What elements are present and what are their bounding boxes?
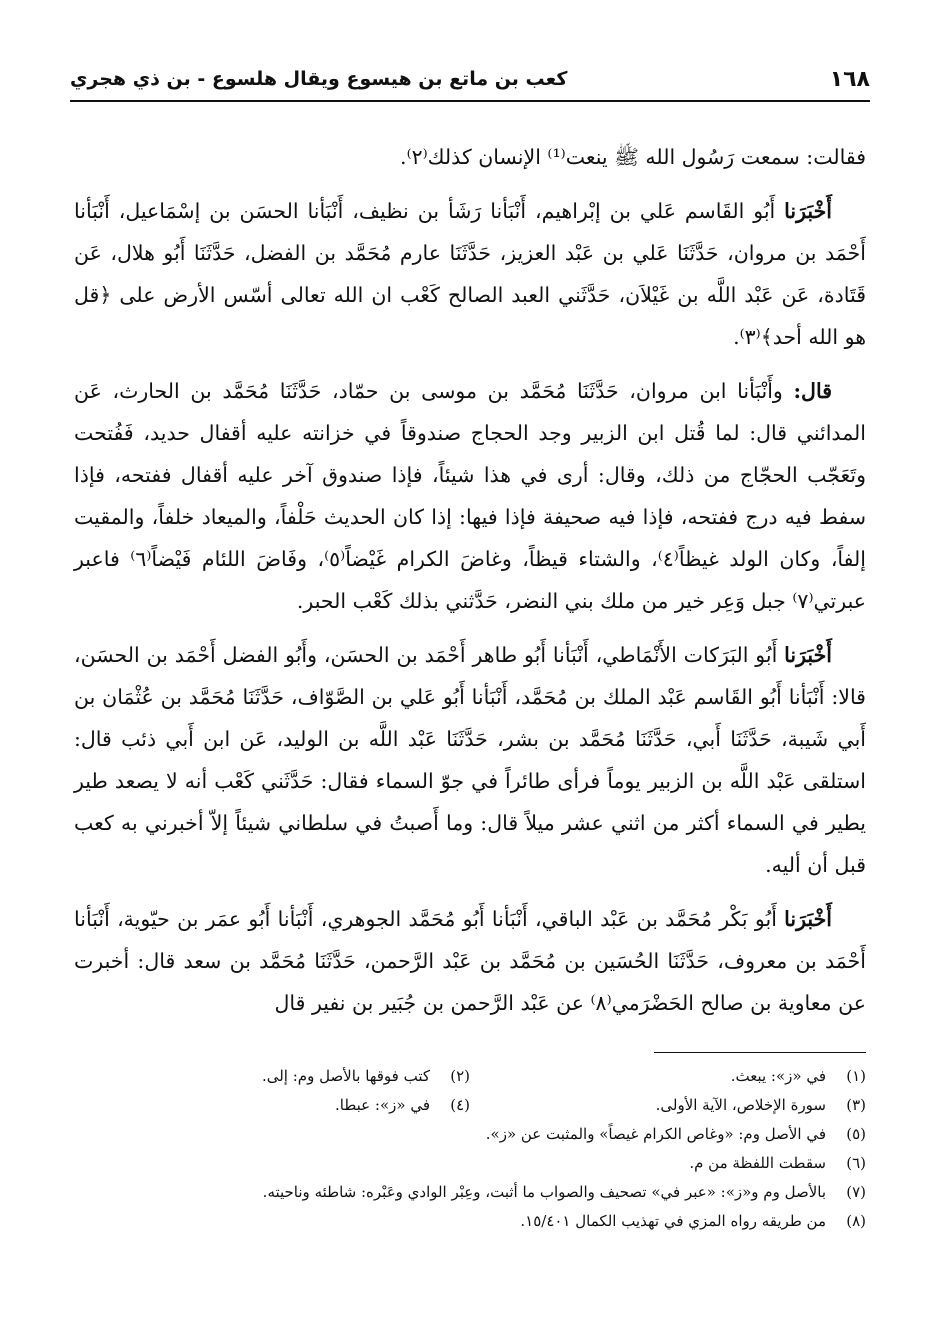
footnote-text: سقطت اللفظة من م. <box>689 1154 826 1172</box>
paragraph-text: أَبُو القَاسم عَلي بن إبْراهيم، أَنْبَأنا رَشَأ بن نظيف، أَنْبَأنا الحسَن بن إسْمَاعيل، أَنْبَأنا أَحْمَد بن مروان، حَدَّثَنَا عَلي بن عَبْد العزيز، حَدَّثَنَا عارم مُحَمَّد بن الفضل، حَدَّثَنَا أَبُو هلال، عَن قَتَادة، عَن عَبْد اللَّه بن غَيْلاَن، حَدَّثَني العبد الصالح كَعْب ان الله تعالى أسّس الأرض على ﴿قل هو الله أحد﴾⁽٣⁾. <box>74 199 866 349</box>
footnote-item <box>74 1178 866 1207</box>
page-number: ١٦٨ <box>829 66 870 92</box>
footnote-number: (٣) <box>846 1096 866 1114</box>
footnote-number: (٥) <box>846 1125 866 1143</box>
footnote-item <box>74 1091 470 1120</box>
paragraph-text: أَبُو بَكْر مُحَمَّد بن عَبْد الباقي، أَنْبَأنا أَبُو مُحَمَّد الجوهري، أَنْبَأنا أَبُو عمَر بن حيّوية، أَنْبَأنا أَحْمَد بن معروف، حَدَّثَنَا الحُسَين بن مُحَمَّد بن عَبْد الرَّحمن، حَدَّثَنَا مُحَمَّد بن سعد قال: أخبرت عن معاوية بن صالح الحَضْرَمي⁽٨⁾ عن عَبْد الرَّحمن بن جُبَير بن نفير قال <box>74 907 866 1015</box>
footnote-row <box>74 1062 866 1091</box>
footnotes <box>74 1062 866 1236</box>
running-title: كعب بن ماتع بن هيسوع ويقال هلسوع - بن ذي هجري <box>70 68 568 90</box>
page-header <box>70 58 870 102</box>
footnote-text: كتب فوقها بالأصل وم: إلى. <box>261 1067 430 1085</box>
paragraph <box>74 634 866 886</box>
footnote-item <box>74 1149 866 1178</box>
paragraph-text: أَبُو البَرَكات الأَنْمَاطي، أَنْبَأنا أَبُو طاهر أَحْمَد بن الحسَن، وأَبُو الفضل أَحْمَد بن الحسَن، قالا: أَنْبَأنا أَبُو القَاسم عَبْد الملك بن مُحَمَّد، أَنْبَأنا أَبُو عَلي بن الصَّوّاف، حَدَّثَنَا مُحَمَّد بن عُثْمَان بن أَبي شَيبة، حَدَّثَنَا أَبي، حَدَّثَنَا مُحَمَّد بن بشر، حَدَّثَنَا عَبْد اللَّه بن الوليد، عَن ابن أَبي ذئب قال: استلقى عَبْد اللَّه بن الزبير يوماً فرأى طائراً في جوّ السماء فقال: حَدَّثَني كَعْب أنه لا يصعد طير يطير في السماء أكثر من اثني عشر ميلاً قال: وما أَصبتُ في سلطاني شيئاً إلاّ أخبرني به كعب قبل أن أليه. <box>74 643 866 877</box>
paragraph-lead: أَخْبَرَنا <box>784 907 832 931</box>
paragraph-lead: قال: <box>793 379 832 403</box>
footnote-number: (٨) <box>846 1212 866 1230</box>
paragraph-lead: أَخْبَرَنا <box>784 643 832 667</box>
footnote-item <box>74 1207 866 1236</box>
footnote-text: من طريقه رواه المزي في تهذيب الكمال ١٥/٤٠١. <box>520 1212 826 1230</box>
footnote-number: (٧) <box>846 1183 866 1201</box>
footnote-text: في الأصل وم: «وغاص الكرام غيصاً» والمثبت عن «ز». <box>485 1125 826 1143</box>
paragraph-text: وأَنْبَأنا ابن مروان، حَدَّثَنَا مُحَمَّد بن موسى بن حمّاد، حَدَّثَنَا مُحَمَّد بن الحارث، عَن المدائني قال: لما قُتل ابن الزبير وجد الحجاج صندوقاً في خزانته عليه أقفال حديد، فَفُتحت وتَعَجّب الحجّاج من ذلك، وقال: أرى في هذا شيئاً، فإذا صندوق آخر عليه أقفال ففتحه، فإذا سفط فيه درج ففتحه، فإذا فيه صحيفة فإذا فيها: إذا كان الحديث حَلْفاً، والميعاد خلفاً، والمقيت إلفاً، وكان الولد غيظاً⁽٤⁾، والشتاء قيظاً، وغاضَ الكرام غَيْضاً⁽٥⁾، وفَاضَ اللئام فَيْضاً⁽٦⁾ فاعبر عبرتي⁽٧⁾ جبل وَعِر خير من ملك بني النضر، حَدَّثني بذلك كَعْب الحبر. <box>74 379 866 613</box>
footnote-divider <box>654 1052 866 1053</box>
footnote-text: في «ز»: عبطا. <box>335 1096 430 1114</box>
footnote-item <box>74 1120 866 1149</box>
footnote-item <box>74 1062 470 1091</box>
paragraph <box>74 190 866 358</box>
footnote-text: في «ز»: يبعث. <box>730 1067 826 1085</box>
paragraph-text: فقالت: سمعت رَسُول الله ﷺ ينعت⁽¹⁾ الإنسان كذلك⁽٢⁾. <box>400 145 866 169</box>
main-text <box>74 136 866 1036</box>
footnote-number: (١) <box>846 1067 866 1085</box>
footnote-row <box>74 1091 866 1120</box>
footnote-text: سورة الإخلاص، الآية الأولى. <box>655 1096 826 1114</box>
paragraph-lead: أَخْبَرَنا <box>784 199 832 223</box>
footnote-number: (٤) <box>450 1096 470 1114</box>
paragraph <box>74 136 866 178</box>
footnote-text: بالأصل وم و«ز»: «عبر في» تصحيف والصواب ما أثبت، وعِبْر الوادي وعَبْره: شاطئه وناحيته. <box>262 1183 826 1201</box>
footnote-number: (٢) <box>450 1067 470 1085</box>
footnote-item <box>470 1091 866 1120</box>
footnote-number: (٦) <box>846 1154 866 1172</box>
footnote-item <box>470 1062 866 1091</box>
paragraph <box>74 898 866 1024</box>
paragraph <box>74 370 866 622</box>
